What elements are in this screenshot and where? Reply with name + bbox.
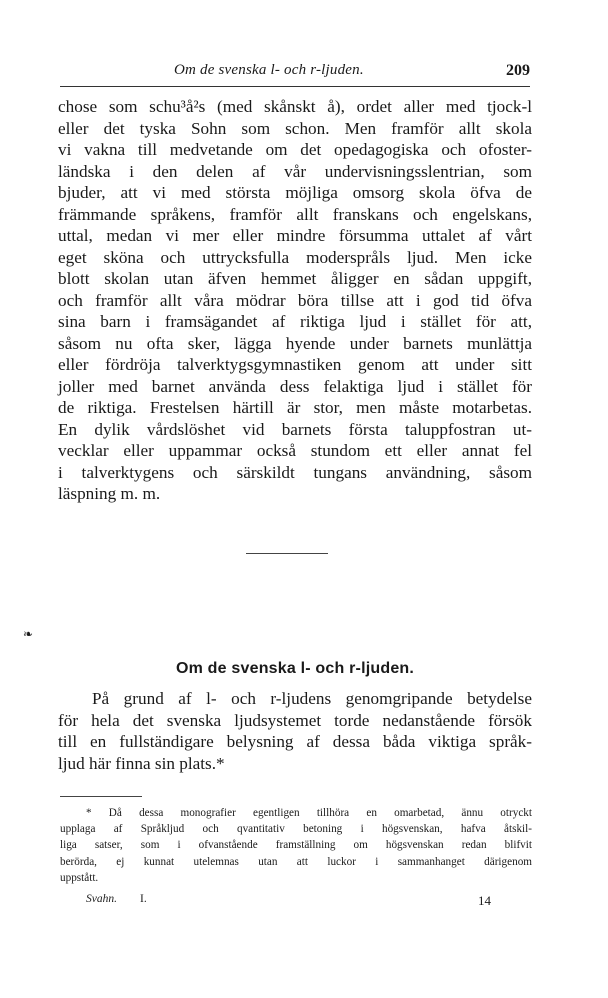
- margin-ornament-icon: ❧: [23, 627, 34, 641]
- text-line: såsom nu ofta sker, lägga hyende under barnets munlättja: [58, 333, 532, 353]
- section-divider: [246, 553, 328, 554]
- text-line: läspning m. m.: [58, 484, 161, 503]
- text-line: blott skolan utan äfven hemmet åligger en sådan uppgift,: [58, 269, 532, 288]
- signature-sheet-number: 14: [478, 893, 491, 908]
- text-line: och framför allt våra mödrar böra tillse att i god tid öfva: [58, 290, 532, 310]
- section-paragraph: [58, 688, 532, 774]
- text-line: de riktiga. Frestelsen härtill är stor, men måste motarbetas.: [58, 398, 532, 417]
- section-heading: Om de svenska l- och r-ljuden.: [175, 660, 415, 677]
- text-line: En dylik vårdslöshet vid barnets första taluppfostran ut-: [58, 419, 532, 439]
- text-line: joller med barnet använda dess felaktiga ljud i stället för: [58, 376, 532, 396]
- footnote-line: uppstått.: [60, 871, 99, 884]
- running-title: Om de svenska l- och r-ljuden.: [174, 62, 364, 78]
- text-line: vi vakna till medvetande om det opedagogiska och ofoster-: [58, 140, 532, 159]
- footnote-line: upplaga af Språkljud och qvantitativ betoning i högsvenskan, hafva åtskil-: [60, 823, 532, 836]
- text-line: På grund af l- och r-ljudens genomgripande betydelse: [92, 689, 532, 708]
- footnote-line: berörda, ej kunnat utelemnas utan att luckor i sammanhanget därigenom: [60, 855, 532, 868]
- text-line: sina barn i framsägandet af riktiga ljud i stället för att,: [58, 312, 532, 331]
- text-line: eller det tyska Sohn som schon. Men framför allt skola: [58, 118, 532, 138]
- text-line: främmande språkens, framför allt franskans och engelskans,: [58, 204, 532, 224]
- footnote-line: liga satser, som i ofvanstående framställning om högsvenskan redan blifvit: [60, 839, 532, 852]
- text-line: ljud här finna sin plats.*: [58, 753, 225, 773]
- page-number: 209: [506, 62, 530, 79]
- text-line: chose som schu³å²s (med skånskt å), ordet aller med tjock-l: [58, 97, 532, 116]
- text-line: i talverktygens och särskildt tungans användning, såsom: [58, 462, 532, 482]
- running-header: [60, 62, 530, 86]
- text-line: ländska i den delen af vår undervisningsslentrian, som: [58, 161, 532, 181]
- text-line: eller fördröja talverktygsgymnastiken genom att under sitt: [58, 355, 532, 374]
- footnote-rule: [60, 796, 142, 797]
- text-line: vecklar eller uppammar också stundom ett eller annat fel: [58, 441, 532, 460]
- signature-author: Svahn.: [86, 893, 117, 905]
- text-line: till en fullständigare belysning af dessa båda viktiga språk-: [58, 732, 532, 751]
- signature-volume: I.: [140, 893, 147, 905]
- footnote-line: * Då dessa monografier egentligen tillhöra en omarbetad, ännu otryckt: [86, 807, 532, 819]
- body-paragraph: [58, 96, 532, 505]
- header-rule: [60, 86, 530, 87]
- text-line: uttal, medan vi mer eller mindre försumma uttalet af vårt: [58, 226, 532, 245]
- text-line: bjuder, att vi med största möjliga omsorg skola öfva de: [58, 183, 532, 202]
- footnote: [60, 805, 532, 886]
- text-line: eget sköna och uttrycksfulla moderspråls ljud. Men icke: [58, 247, 532, 267]
- text-line: för hela det svenska ljudsystemet torde nedanstående försök: [58, 710, 532, 730]
